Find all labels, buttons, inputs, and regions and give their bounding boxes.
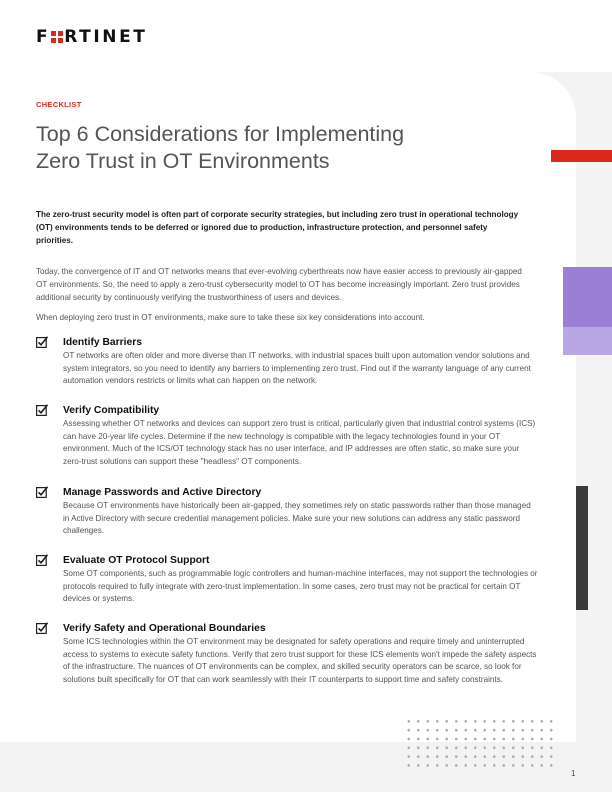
fortinet-grid-icon — [51, 31, 63, 43]
checkbox-checked-icon — [36, 404, 48, 416]
checklist-item-body: OT networks are often older and more diverse than IT networks, with industrial spaces built upon automation vendor solutions and system integrators, so you need to identify any barriers to implementing zero trust. Find out if the warranty language of any current automation vendors restricts or limits what can happen on the network. — [63, 351, 531, 386]
checklist-item-body: Because OT environments have historically been air-gapped, they sometimes rely on static passwords rather than those managed in Active Directory with secure credential management policies. Make sure your new solutions can address any static password challenges. — [63, 501, 531, 536]
checklist-item-heading: Identify Barriers — [63, 337, 142, 348]
checklist-item-heading: Manage Passwords and Active Directory — [63, 487, 262, 498]
page-title — [36, 121, 516, 174]
checklist-item-body: Some ICS technologies within the OT environment may be designated for safety operations and require timely and uninterrupted access to systems to execute safety functions. Verify that zero trust support for these ICS elements won't impede the safety aspects of the infrastructure. The nuances of OT environments can be complex, and skilled security operators can be scarce, so look for solutions built specifically for OT that can work seamlessly with their IT counterparts to support time and safety constraints. — [63, 637, 537, 684]
checklist-item — [36, 486, 536, 538]
intro-paragraph: The zero-trust security model is often part of corporate security strategies, but including zero trust in operational technology (OT) environments tends to be deferred or ignored due to production, infrastructure protection, and personnel safety priorities. — [36, 210, 519, 246]
decorative-purple-block — [563, 267, 612, 327]
checklist-item-heading: Verify Safety and Operational Boundaries — [63, 623, 266, 634]
checklist-item — [36, 404, 536, 468]
body-paragraph-2: When deploying zero trust in OT environments, make sure to take these six key considerations into account. — [36, 313, 425, 322]
logo-part-f: F — [36, 27, 51, 47]
page-number: 1 — [571, 769, 576, 778]
checklist-item — [36, 622, 536, 686]
body-paragraph-1: Today, the convergence of IT and OT networks means that ever-evolving cyberthreats now have easier access to previously air-gapped OT environments. So, the need to apply a zero-trust cybersecurity model to OT has become increasingly important. Zero trust provides additional security by continuously verifying the trustworthiness of users and devices. — [36, 267, 522, 303]
title-line-2: Zero Trust in OT Environments — [36, 148, 330, 173]
checkbox-checked-icon — [36, 336, 48, 348]
decorative-red-bar — [551, 150, 612, 162]
decorative-dot-grid — [404, 717, 554, 769]
decorative-dark-bar — [576, 486, 588, 610]
document-type-label: CHECKLIST — [36, 100, 82, 109]
checkbox-checked-icon — [36, 486, 48, 498]
title-line-1: Top 6 Considerations for Implementing — [36, 122, 405, 146]
checklist-item-body: Assessing whether OT networks and devices can support zero trust is critical, particularly given that industrial control systems (ICS) can have 20-year life cycles. Determine if the new technology is compatible with the legacy technologies found in your OT environment. Much of the ICS/OT technology stack has no user interface, and IP addresses are often static, so make sure your zero-trust solutions can support these "headless" OT components. — [63, 419, 536, 466]
checkbox-checked-icon — [36, 554, 48, 566]
checkbox-checked-icon — [36, 622, 48, 634]
checklist-item-body: Some OT components, such as programmable logic controllers and human-machine interfaces, may not support the technologies or protocols required to fully integrate with zero-trust implementation. In some cases, zero trust may not be practical for certain OT devices or systems. — [63, 569, 538, 604]
checklist-item — [36, 336, 536, 388]
checklist-item-heading: Verify Compatibility — [63, 405, 160, 416]
checklist-item-heading: Evaluate OT Protocol Support — [63, 555, 210, 566]
checklist-item — [36, 554, 536, 606]
decorative-light-purple-block — [563, 327, 612, 355]
logo-part-rtinet: RTINET — [64, 27, 148, 47]
fortinet-logo[interactable] — [36, 27, 148, 47]
